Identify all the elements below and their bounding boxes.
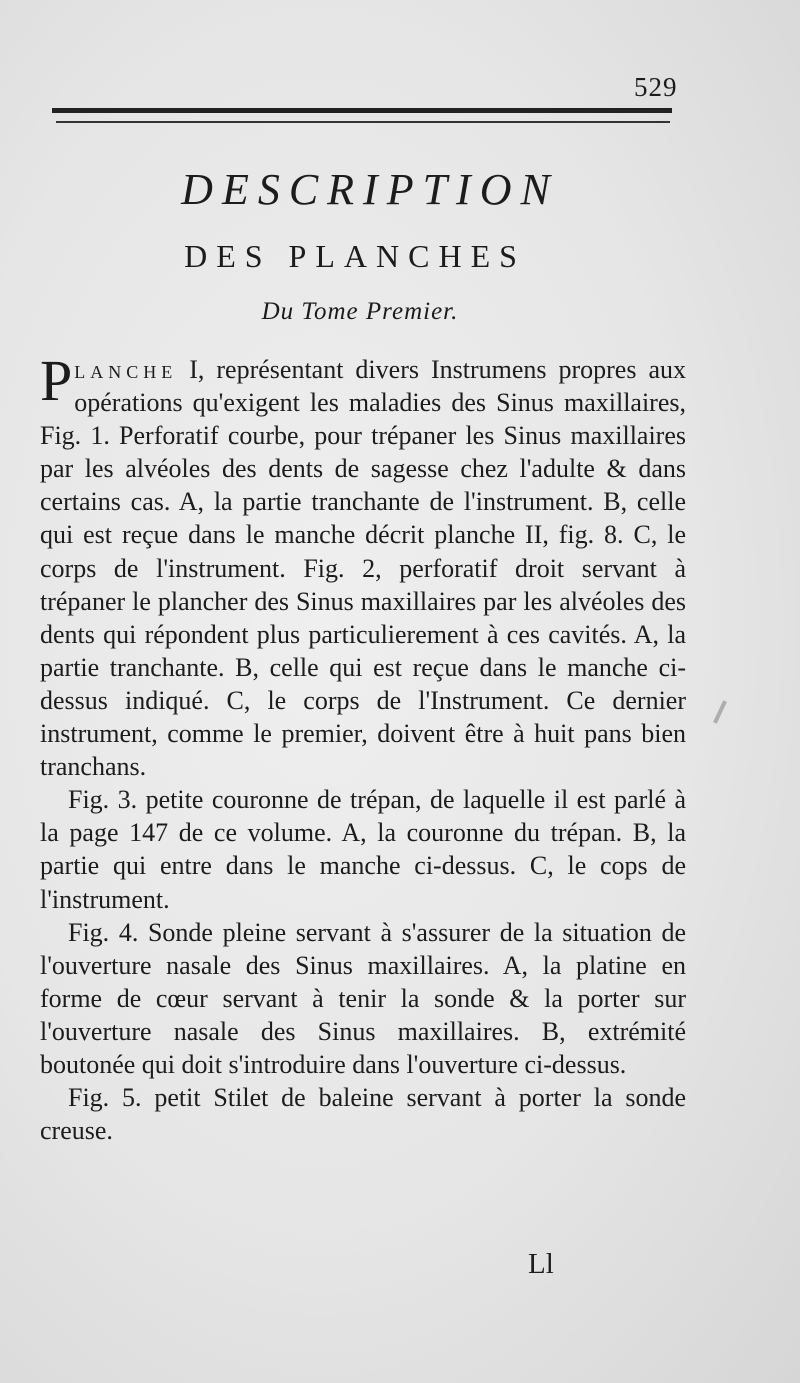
ink-mark [713,700,727,723]
page-subtitle: DES PLANCHES [184,238,526,274]
paragraph-text: I, représentant divers Instrumens propres aux opérations qu'exigent les maladies des Sinus maxillaires, Fig. 1. Perforatif courbe, pour trépaner les Sinus maxillaires par les alvéoles des dents de sagesse chez l'adulte & dans certains cas. A, la partie tranchante de l'instrument. B, celle qui est reçue dans le manche décrit planche II, fig. 8. C, le corps de l'instrument. Fig. 2, perforatif droit servant à trépaner le plancher des Sinus maxillaires par les alvéoles des dents qui répondent plus particulierement à ces cavités. A, la partie tranchante. B, celle qui est reçue dans le manche ci-dessus indiqué. C, le corps de l'Instrument. Ce dernier instrument, comme le premier, doivent être à huit pans bien tranchans. [40,355,686,782]
paragraph-fig-5: Fig. 5. petit Stilet de baleine servant à porter la sonde creuse. [40,1083,686,1146]
paragraph-planche-1 [40,348,686,783]
body-text [40,348,686,1147]
catchword: Ll [528,1248,554,1280]
drop-cap: P [40,348,73,413]
tome-heading: Du Tome Premier. [261,298,459,325]
header-rule-thin [56,121,670,123]
page-title: DESCRIPTION [181,165,559,214]
smallcaps-word: lanche [74,355,178,384]
paragraph-fig-3: Fig. 3. petite couronne de trépan, de laquelle il est parlé à la page 147 de ce volume. A, la couronne du trépan. B, la partie qui entre dans le manche ci-dessus. C, le cops de l'instrument. [40,785,686,914]
header-rule-thick [52,108,672,113]
paragraph-fig-4: Fig. 4. Sonde pleine servant à s'assurer de la situation de l'ouverture nasale des Sinus maxillaires. A, la platine en forme de cœur servant à tenir la sonde & la porter sur l'ouverture nasale des Sinus maxillaires. B, extrémité boutonée qui doit s'introduire dans l'ouverture ci-dessus. [40,917,686,1079]
page-number: 529 [634,72,678,102]
